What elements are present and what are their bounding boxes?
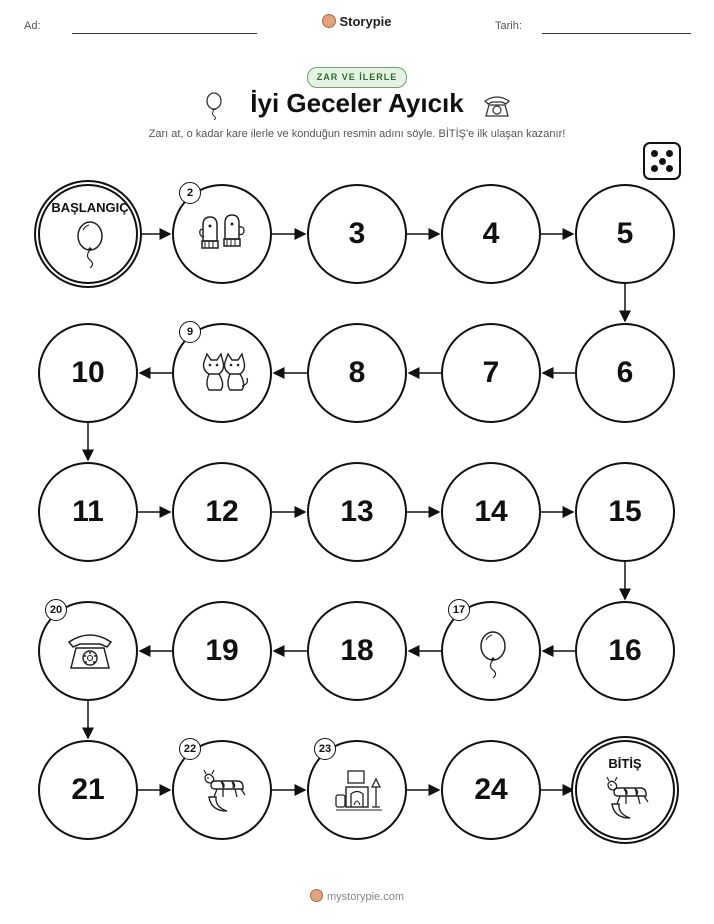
finish-space — [575, 740, 675, 840]
board-space-2 — [172, 184, 272, 284]
page-title: İyi Geceler Ayıcık — [250, 88, 464, 118]
board-space-12 — [172, 462, 272, 562]
space-number: 11 — [72, 495, 104, 528]
board-space-6 — [575, 323, 675, 423]
space-number: 9 — [179, 321, 201, 343]
board-space-7 — [441, 323, 541, 423]
space-number: 8 — [348, 356, 366, 389]
board-space-8 — [307, 323, 407, 423]
space-number: 19 — [205, 634, 239, 667]
board-space-23 — [307, 740, 407, 840]
brand-name: Storypie — [339, 14, 392, 29]
space-number: 23 — [314, 738, 336, 760]
board-space-17 — [441, 601, 541, 701]
space-number: 17 — [448, 599, 470, 621]
date-label: Tarih: — [495, 20, 522, 32]
footer-url: mystorypie.com — [0, 889, 714, 903]
space-number: 5 — [616, 217, 634, 250]
cow-over-moon-icon — [199, 767, 249, 817]
activity-badge: ZAR VE İLERLE — [307, 67, 407, 88]
board-space-16 — [575, 601, 675, 701]
board-space-22 — [172, 740, 272, 840]
board-space-4 — [441, 184, 541, 284]
living-room-icon — [334, 767, 384, 817]
space-number: 21 — [71, 773, 105, 806]
board-space-20 — [38, 601, 138, 701]
board-space-24 — [441, 740, 541, 840]
space-number: 10 — [71, 356, 105, 389]
board-space-18 — [307, 601, 407, 701]
name-label: Ad: — [24, 20, 41, 32]
balloon-icon — [468, 628, 518, 678]
start-label: BAŞLANGIÇ — [51, 200, 129, 215]
board-space-19 — [172, 601, 272, 701]
board-space-14 — [441, 462, 541, 562]
bear-logo-icon — [310, 889, 323, 902]
space-number: 24 — [474, 773, 508, 806]
space-number: 3 — [348, 217, 366, 250]
balloon-icon — [65, 218, 115, 268]
kittens-icon — [199, 350, 249, 400]
space-number: 6 — [616, 356, 634, 389]
telephone-icon — [65, 628, 115, 678]
finish-label: BİTİŞ — [608, 756, 642, 771]
board-space-9 — [172, 323, 272, 423]
space-number: 4 — [482, 217, 500, 250]
board-space-3 — [307, 184, 407, 284]
space-number: 22 — [179, 738, 201, 760]
board-space-5 — [575, 184, 675, 284]
space-number: 12 — [205, 495, 239, 528]
board-space-11 — [38, 462, 138, 562]
board-space-13 — [307, 462, 407, 562]
board-space-10 — [38, 323, 138, 423]
start-space — [38, 184, 138, 284]
board-space-15 — [575, 462, 675, 562]
space-number: 16 — [608, 634, 642, 667]
space-number: 20 — [45, 599, 67, 621]
space-number: 14 — [474, 495, 508, 528]
mittens-icon — [199, 211, 249, 261]
space-number: 15 — [608, 495, 642, 528]
space-number: 2 — [179, 182, 201, 204]
instructions-text: Zarı at, o kadar kare ilerle ve konduğun resmin adını söyle. BİTİŞ'e ilk ulaşan kazanır! — [148, 128, 566, 140]
space-number: 18 — [340, 634, 374, 667]
board-space-21 — [38, 740, 138, 840]
space-number: 13 — [340, 495, 374, 528]
cow-over-moon-icon — [602, 774, 652, 824]
space-number: 7 — [482, 356, 500, 389]
